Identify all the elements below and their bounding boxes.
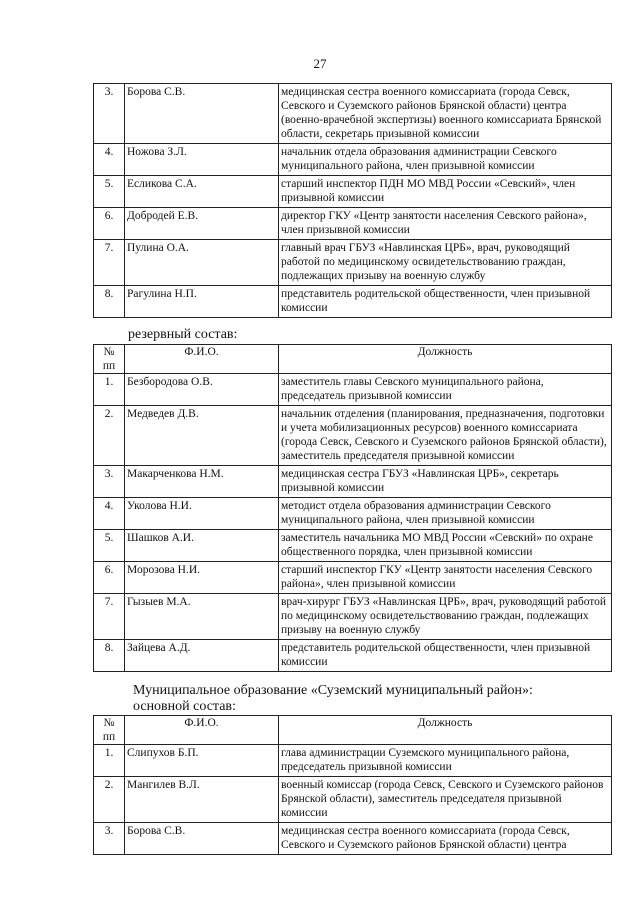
table-row: [94, 406, 612, 466]
member-name: Рагулина Н.П.: [125, 286, 279, 318]
section-heading-municipality: Муниципальное образование «Суземский муниципальный район»:: [133, 683, 533, 698]
member-name: Добродей Е.В.: [125, 208, 279, 240]
table-row: [94, 286, 612, 318]
member-position: военный комиссар (города Севск, Севского и Суземского районов Брянской области), заместитель председателя призывной комиссии: [279, 777, 612, 823]
table-row: [94, 498, 612, 530]
member-name: Борова С.В.: [125, 84, 279, 144]
member-position: представитель родительской общественности, член призывной комиссии: [279, 640, 612, 672]
member-position: заместитель начальника МО МВД России «Севский» по охране общественного порядка, член призывной комиссии: [279, 530, 612, 562]
member-name: Мангилев В.Л.: [125, 777, 279, 823]
member-name: Зайцева А.Д.: [125, 640, 279, 672]
table-row: [94, 240, 612, 286]
table-row: [94, 640, 612, 672]
commission-table-continuation: [93, 83, 612, 318]
member-position: методист отдела образования администрации Севского муниципального района, член призывной комиссии: [279, 498, 612, 530]
row-number: 3.: [94, 823, 125, 855]
member-position: начальник отделения (планирования, предназначения, подготовки и учета мобилизационных ресурсов) военного комиссариата (города Севск, Севского и Суземского районов Брянской области), заместитель председателя призывной комиссии: [279, 406, 612, 466]
table-body: [94, 745, 612, 855]
table-row: [94, 466, 612, 498]
member-name: Борова С.В.: [125, 823, 279, 855]
row-number: 8.: [94, 640, 125, 672]
member-position: директор ГКУ «Центр занятости населения Севского района», член призывной комиссии: [279, 208, 612, 240]
member-position: старший инспектор ПДН МО МВД России «Севский», член призывной комиссии: [279, 176, 612, 208]
member-name: Безбородова О.В.: [125, 374, 279, 406]
member-position: начальник отдела образования администрации Севского муниципального района, член призывной комиссии: [279, 144, 612, 176]
column-header-number: № пп: [94, 345, 125, 374]
row-number: 6.: [94, 562, 125, 594]
member-position: медицинская сестра военного комиссариата (города Севск, Севского и Суземского районов Брянской области) центра (военно-врачебной экспертизы) военного комиссариата Брянской области, секретарь призывной комиссии: [279, 84, 612, 144]
row-number: 7.: [94, 240, 125, 286]
section-heading-main-composition: основной состав:: [133, 699, 236, 714]
table-row: [94, 562, 612, 594]
member-name: Гызыев М.А.: [125, 594, 279, 640]
member-name: Пулина О.А.: [125, 240, 279, 286]
column-header-position: Должность: [279, 716, 612, 745]
table-header-row: [94, 345, 612, 374]
member-name: Еcликова С.А.: [125, 176, 279, 208]
row-number: 8.: [94, 286, 125, 318]
column-header-position: Должность: [279, 345, 612, 374]
row-number: 5.: [94, 530, 125, 562]
table-row: [94, 823, 612, 855]
table-header-row: [94, 716, 612, 745]
table-row: [94, 208, 612, 240]
member-name: Шашков А.И.: [125, 530, 279, 562]
row-number: 2.: [94, 777, 125, 823]
member-position: заместитель главы Севского муниципального района, председатель призывной комиссии: [279, 374, 612, 406]
row-number: 4.: [94, 144, 125, 176]
suzemsky-commission-table: [93, 715, 612, 855]
row-number: 5.: [94, 176, 125, 208]
row-number: 7.: [94, 594, 125, 640]
table-header: [94, 716, 612, 745]
column-header-number: № пп: [94, 716, 125, 745]
table-row: [94, 745, 612, 777]
table-row: [94, 144, 612, 176]
row-number: 1.: [94, 374, 125, 406]
row-number: 3.: [94, 466, 125, 498]
column-header-name: Ф.И.О.: [125, 345, 279, 374]
member-position: медицинская сестра ГБУЗ «Навлинская ЦРБ», секретарь призывной комиссии: [279, 466, 612, 498]
page-number: 27: [313, 56, 327, 71]
row-number: 3.: [94, 84, 125, 144]
member-name: Слипухов Б.П.: [125, 745, 279, 777]
section-heading-reserve: резервный состав:: [128, 327, 238, 342]
table-row: [94, 374, 612, 406]
member-name: Макарченкова Н.М.: [125, 466, 279, 498]
reserve-commission-table: [93, 344, 612, 672]
column-header-name: Ф.И.О.: [125, 716, 279, 745]
table-row: [94, 530, 612, 562]
row-number: 6.: [94, 208, 125, 240]
member-name: Медведев Д.В.: [125, 406, 279, 466]
row-number: 4.: [94, 498, 125, 530]
row-number: 2.: [94, 406, 125, 466]
row-number: 1.: [94, 745, 125, 777]
table-row: [94, 777, 612, 823]
member-position: представитель родительской общественности, член призывной комиссии: [279, 286, 612, 318]
member-name: Уколова Н.И.: [125, 498, 279, 530]
table-header: [94, 345, 612, 374]
member-name: Морозова Н.И.: [125, 562, 279, 594]
table-row: [94, 84, 612, 144]
member-position: старший инспектор ГКУ «Центр занятости населения Севского района», член призывной комиссии: [279, 562, 612, 594]
table-row: [94, 594, 612, 640]
table-body: [94, 374, 612, 672]
table-body: [94, 84, 612, 318]
member-position: медицинская сестра военного комиссариата (города Севск, Севского и Суземского районов Брянской области) центра: [279, 823, 612, 855]
member-position: врач-хирург ГБУЗ «Навлинская ЦРБ», врач, руководящий работой по медицинскому освидетельствованию граждан, подлежащих призыву на военную службу: [279, 594, 612, 640]
member-position: глава администрации Суземского муниципального района, председатель призывной комиссии: [279, 745, 612, 777]
member-name: Ножова З.Л.: [125, 144, 279, 176]
table-row: [94, 176, 612, 208]
member-position: главный врач ГБУЗ «Навлинская ЦРБ», врач, руководящий работой по медицинскому освидетельствованию граждан, подлежащих призыву на военную службу: [279, 240, 612, 286]
